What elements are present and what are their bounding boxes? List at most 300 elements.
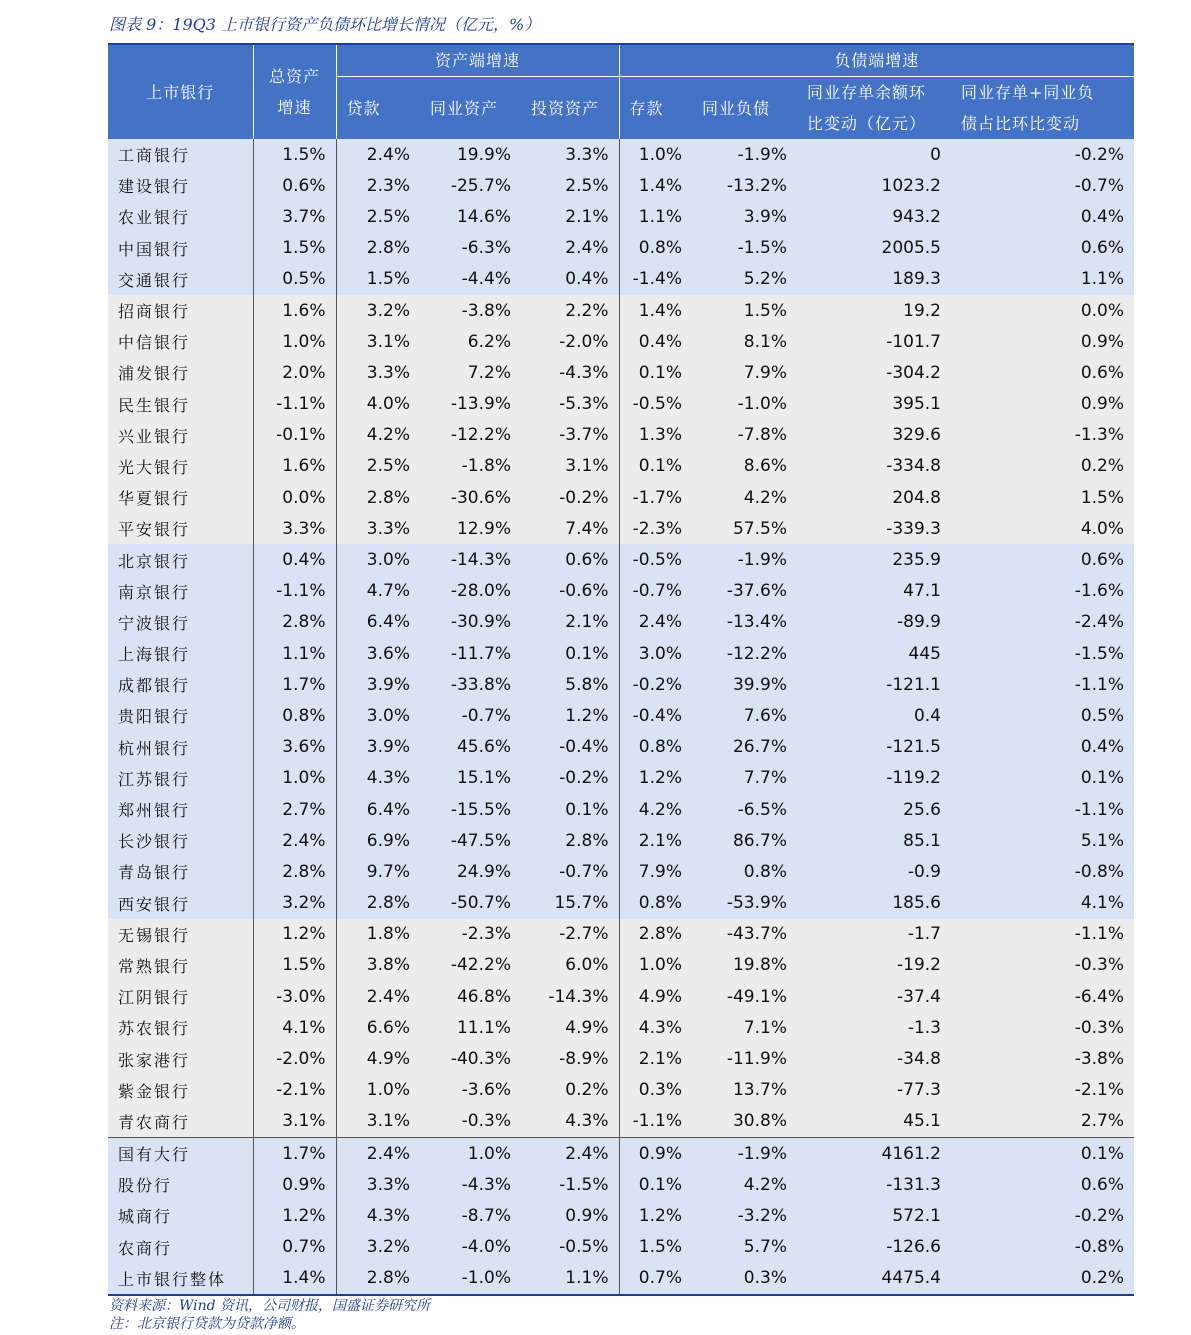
value-cell: 6.6% <box>336 1012 420 1043</box>
value-cell: 2.4% <box>521 1138 619 1170</box>
value-cell: 1.2% <box>253 1200 336 1231</box>
value-cell: 0.8% <box>619 233 692 264</box>
value-cell: 7.6% <box>692 700 797 731</box>
value-cell: 0.1% <box>521 638 619 669</box>
value-cell: -13.9% <box>420 389 521 420</box>
table-row <box>108 1012 1134 1043</box>
bank-name-cell: 交通银行 <box>108 264 253 295</box>
value-cell: -77.3 <box>797 1075 951 1106</box>
value-cell: -0.5% <box>619 389 692 420</box>
value-cell: 2.4% <box>521 233 619 264</box>
value-cell: 1.5% <box>619 1232 692 1263</box>
value-cell: -0.5% <box>521 1232 619 1263</box>
value-cell: 9.7% <box>336 856 420 887</box>
value-cell: 3.3% <box>336 357 420 388</box>
value-cell: 2.4% <box>336 981 420 1012</box>
value-cell: 0.9% <box>619 1138 692 1170</box>
value-cell: 1.0% <box>619 950 692 981</box>
value-cell: -13.4% <box>692 607 797 638</box>
figure-title: 图表 9：19Q3 上市银行资产负债环比增长情况（亿元，%） <box>109 15 541 34</box>
value-cell: -1.7% <box>619 482 692 513</box>
value-cell: 2.8% <box>336 888 420 919</box>
bank-name-cell: 招商银行 <box>108 295 253 326</box>
table-row <box>108 326 1134 357</box>
table-row <box>108 295 1134 326</box>
table-row <box>108 669 1134 700</box>
header-share <box>951 77 1134 140</box>
value-cell: 12.9% <box>420 513 521 544</box>
value-cell: 0.8% <box>253 700 336 731</box>
value-cell: 4.0% <box>951 513 1134 544</box>
table-row <box>108 888 1134 919</box>
value-cell: 4.0% <box>336 389 420 420</box>
table-row <box>108 732 1134 763</box>
value-cell: 19.9% <box>420 139 521 170</box>
value-cell: 1.1% <box>951 264 1134 295</box>
value-cell: 4.3% <box>619 1012 692 1043</box>
value-cell: -13.2% <box>692 170 797 201</box>
value-cell: -4.0% <box>420 1232 521 1263</box>
value-cell: 4.2% <box>692 1169 797 1200</box>
table-row <box>108 201 1134 232</box>
value-cell: -47.5% <box>420 825 521 856</box>
value-cell: -7.8% <box>692 420 797 451</box>
value-cell: -121.1 <box>797 669 951 700</box>
value-cell: 3.2% <box>336 295 420 326</box>
value-cell: 4475.4 <box>797 1263 951 1294</box>
value-cell: 2.4% <box>619 607 692 638</box>
table-row <box>108 389 1134 420</box>
value-cell: 5.1% <box>951 825 1134 856</box>
value-cell: -0.5% <box>619 544 692 575</box>
value-cell: 1.3% <box>619 420 692 451</box>
value-cell: 4.2% <box>336 420 420 451</box>
bank-name-cell: 杭州银行 <box>108 732 253 763</box>
value-cell: 46.8% <box>420 981 521 1012</box>
bank-name-cell: 江苏银行 <box>108 763 253 794</box>
value-cell: 5.2% <box>692 264 797 295</box>
value-cell: -1.0% <box>692 389 797 420</box>
value-cell: 329.6 <box>797 420 951 451</box>
header-liability-group: 负债端增速 <box>619 45 1134 77</box>
value-cell: 235.9 <box>797 544 951 575</box>
value-cell: -25.7% <box>420 170 521 201</box>
value-cell: -53.9% <box>692 888 797 919</box>
value-cell: -0.2% <box>951 1200 1134 1231</box>
value-cell: 0.9% <box>951 389 1134 420</box>
value-cell: 7.1% <box>692 1012 797 1043</box>
value-cell: 2.2% <box>521 295 619 326</box>
header-ncd-line2: 比变动（亿元） <box>807 114 927 133</box>
value-cell: 0.6% <box>951 544 1134 575</box>
value-cell: 1.5% <box>692 295 797 326</box>
value-cell: 2.5% <box>336 201 420 232</box>
value-cell: 1.2% <box>619 763 692 794</box>
value-cell: 1.2% <box>619 1200 692 1231</box>
value-cell: -3.0% <box>253 981 336 1012</box>
table-row <box>108 544 1134 575</box>
value-cell: 0.7% <box>253 1232 336 1263</box>
value-cell: 6.4% <box>336 607 420 638</box>
table-row <box>108 451 1134 482</box>
value-cell: 4.3% <box>336 763 420 794</box>
bank-name-cell: 工商银行 <box>108 139 253 170</box>
bank-name-cell: 兴业银行 <box>108 420 253 451</box>
value-cell: 0.4% <box>951 201 1134 232</box>
header-loans: 贷款 <box>336 77 420 140</box>
value-cell: 0.2% <box>521 1075 619 1106</box>
value-cell: 943.2 <box>797 201 951 232</box>
bank-name-cell: 北京银行 <box>108 544 253 575</box>
value-cell: 0.2% <box>951 451 1134 482</box>
value-cell: -0.7% <box>951 170 1134 201</box>
value-cell: 13.7% <box>692 1075 797 1106</box>
value-cell: 2.7% <box>951 1106 1134 1138</box>
value-cell: -1.1% <box>253 576 336 607</box>
value-cell: 4.3% <box>521 1106 619 1138</box>
bank-name-cell: 光大银行 <box>108 451 253 482</box>
table-row <box>108 139 1134 170</box>
value-cell: -15.5% <box>420 794 521 825</box>
value-cell: -30.6% <box>420 482 521 513</box>
value-cell: 6.4% <box>336 794 420 825</box>
value-cell: 0.9% <box>521 1200 619 1231</box>
bank-name-cell: 南京银行 <box>108 576 253 607</box>
value-cell: 1.1% <box>521 1263 619 1294</box>
value-cell: 0.4 <box>797 700 951 731</box>
value-cell: 6.0% <box>521 950 619 981</box>
value-cell: -0.6% <box>521 576 619 607</box>
table-row <box>108 794 1134 825</box>
value-cell: -1.9% <box>692 139 797 170</box>
value-cell: 85.1 <box>797 825 951 856</box>
value-cell: 47.1 <box>797 576 951 607</box>
table-row <box>108 1263 1134 1294</box>
value-cell: -89.9 <box>797 607 951 638</box>
value-cell: 1.0% <box>336 1075 420 1106</box>
table-row <box>108 763 1134 794</box>
value-cell: -3.2% <box>692 1200 797 1231</box>
value-cell: 8.1% <box>692 326 797 357</box>
value-cell: 0.5% <box>253 264 336 295</box>
value-cell: 189.3 <box>797 264 951 295</box>
value-cell: 3.3% <box>336 513 420 544</box>
value-cell: -1.1% <box>951 919 1134 950</box>
value-cell: -12.2% <box>692 638 797 669</box>
value-cell: -119.2 <box>797 763 951 794</box>
value-cell: 0.8% <box>692 856 797 887</box>
value-cell: -0.2% <box>521 482 619 513</box>
value-cell: -0.7% <box>619 576 692 607</box>
value-cell: 1.7% <box>253 669 336 700</box>
value-cell: 2.8% <box>619 919 692 950</box>
table-body <box>108 139 1134 1294</box>
table-row <box>108 825 1134 856</box>
value-cell: 572.1 <box>797 1200 951 1231</box>
header-total-assets-line1: 总资产 <box>268 67 320 86</box>
value-cell: 0.0% <box>253 482 336 513</box>
header-share-line2: 债占比环比变动 <box>961 114 1081 133</box>
value-cell: -49.1% <box>692 981 797 1012</box>
value-cell: 2.8% <box>521 825 619 856</box>
value-cell: -1.3% <box>951 420 1134 451</box>
value-cell: -0.8% <box>951 856 1134 887</box>
value-cell: 1.5% <box>253 950 336 981</box>
bank-name-cell: 股份行 <box>108 1169 253 1200</box>
value-cell: -1.7 <box>797 919 951 950</box>
value-cell: 0.8% <box>619 888 692 919</box>
value-cell: -131.3 <box>797 1169 951 1200</box>
value-cell: -0.8% <box>951 1232 1134 1263</box>
value-cell: -28.0% <box>420 576 521 607</box>
value-cell: 0.1% <box>951 1138 1134 1170</box>
value-cell: -33.8% <box>420 669 521 700</box>
value-cell: -14.3% <box>521 981 619 1012</box>
value-cell: 1.0% <box>420 1138 521 1170</box>
value-cell: -3.6% <box>420 1075 521 1106</box>
value-cell: -0.3% <box>951 950 1134 981</box>
value-cell: 2.8% <box>253 607 336 638</box>
value-cell: -0.2% <box>521 763 619 794</box>
value-cell: 25.6 <box>797 794 951 825</box>
bank-name-cell: 常熟银行 <box>108 950 253 981</box>
value-cell: -126.6 <box>797 1232 951 1263</box>
value-cell: 26.7% <box>692 732 797 763</box>
value-cell: 2.8% <box>336 233 420 264</box>
value-cell: 11.1% <box>420 1012 521 1043</box>
value-cell: 0.1% <box>619 451 692 482</box>
value-cell: 4.9% <box>336 1043 420 1074</box>
value-cell: -2.1% <box>951 1075 1134 1106</box>
source-line: 资料来源：Wind 资讯，公司财报，国盛证券研究所 <box>109 1298 431 1314</box>
value-cell: 2.1% <box>521 607 619 638</box>
value-cell: -0.7% <box>420 700 521 731</box>
value-cell: 3.2% <box>253 888 336 919</box>
value-cell: 15.7% <box>521 888 619 919</box>
value-cell: 2.5% <box>521 170 619 201</box>
value-cell: 7.9% <box>692 357 797 388</box>
value-cell: -0.4% <box>521 732 619 763</box>
table-row <box>108 607 1134 638</box>
value-cell: 395.1 <box>797 389 951 420</box>
value-cell: 2005.5 <box>797 233 951 264</box>
value-cell: 0.3% <box>619 1075 692 1106</box>
value-cell: 0.9% <box>951 326 1134 357</box>
value-cell: -2.3% <box>420 919 521 950</box>
value-cell: 4.3% <box>336 1200 420 1231</box>
value-cell: 8.6% <box>692 451 797 482</box>
header-total-assets-line2: 增速 <box>277 98 312 117</box>
value-cell: -334.8 <box>797 451 951 482</box>
table-row <box>108 700 1134 731</box>
bank-name-cell: 浦发银行 <box>108 357 253 388</box>
value-cell: 3.1% <box>336 326 420 357</box>
bank-name-cell: 平安银行 <box>108 513 253 544</box>
value-cell: -4.3% <box>420 1169 521 1200</box>
value-cell: -30.9% <box>420 607 521 638</box>
value-cell: 3.0% <box>619 638 692 669</box>
value-cell: 2.0% <box>253 357 336 388</box>
value-cell: 1.0% <box>619 139 692 170</box>
bank-name-cell: 青农商行 <box>108 1106 253 1138</box>
table-row <box>108 170 1134 201</box>
value-cell: -42.2% <box>420 950 521 981</box>
value-cell: 0.6% <box>253 170 336 201</box>
source-notes <box>109 1297 430 1333</box>
value-cell: -34.8 <box>797 1043 951 1074</box>
value-cell: -339.3 <box>797 513 951 544</box>
value-cell: 0 <box>797 139 951 170</box>
value-cell: -1.1% <box>619 1106 692 1138</box>
value-cell: -1.9% <box>692 1138 797 1170</box>
value-cell: 0.1% <box>521 794 619 825</box>
value-cell: -0.2% <box>619 669 692 700</box>
table-row <box>108 638 1134 669</box>
value-cell: 3.0% <box>336 700 420 731</box>
bank-name-cell: 上市银行整体 <box>108 1263 253 1294</box>
value-cell: 1.4% <box>619 295 692 326</box>
value-cell: 3.0% <box>336 544 420 575</box>
value-cell: 1.0% <box>253 326 336 357</box>
bank-name-cell: 农商行 <box>108 1232 253 1263</box>
value-cell: -2.3% <box>619 513 692 544</box>
value-cell: 3.6% <box>336 638 420 669</box>
value-cell: 0.4% <box>521 264 619 295</box>
value-cell: 4.9% <box>619 981 692 1012</box>
value-cell: -0.9 <box>797 856 951 887</box>
table-row <box>108 482 1134 513</box>
value-cell: 0.1% <box>951 763 1134 794</box>
value-cell: 6.2% <box>420 326 521 357</box>
table-row <box>108 856 1134 887</box>
value-cell: 4.7% <box>336 576 420 607</box>
value-cell: 2.8% <box>336 482 420 513</box>
value-cell: -37.6% <box>692 576 797 607</box>
value-cell: 45.1 <box>797 1106 951 1138</box>
bank-name-cell: 郑州银行 <box>108 794 253 825</box>
value-cell: 3.9% <box>336 669 420 700</box>
header-interbank-liab: 同业负债 <box>692 77 797 140</box>
value-cell: -2.0% <box>253 1043 336 1074</box>
value-cell: 4.2% <box>619 794 692 825</box>
value-cell: -1.6% <box>951 576 1134 607</box>
value-cell: 0.2% <box>951 1263 1134 1294</box>
value-cell: 1.5% <box>253 139 336 170</box>
value-cell: -4.4% <box>420 264 521 295</box>
value-cell: -40.3% <box>420 1043 521 1074</box>
bank-name-cell: 紫金银行 <box>108 1075 253 1106</box>
value-cell: -3.8% <box>420 295 521 326</box>
value-cell: -14.3% <box>420 544 521 575</box>
value-cell: 2.1% <box>521 201 619 232</box>
table-row <box>108 357 1134 388</box>
value-cell: -1.8% <box>420 451 521 482</box>
header-deposits: 存款 <box>619 77 692 140</box>
header-ncd <box>797 77 951 140</box>
value-cell: 1.2% <box>521 700 619 731</box>
value-cell: 1.8% <box>336 919 420 950</box>
header-interbank-assets: 同业资产 <box>420 77 521 140</box>
table-row <box>108 576 1134 607</box>
value-cell: 2.4% <box>253 825 336 856</box>
value-cell: 0.5% <box>951 700 1134 731</box>
bank-name-cell: 中信银行 <box>108 326 253 357</box>
value-cell: 0.0% <box>951 295 1134 326</box>
bank-name-cell: 宁波银行 <box>108 607 253 638</box>
value-cell: -50.7% <box>420 888 521 919</box>
value-cell: -0.4% <box>619 700 692 731</box>
value-cell: 0.4% <box>253 544 336 575</box>
header-investment-assets: 投资资产 <box>521 77 619 140</box>
value-cell: 3.1% <box>253 1106 336 1138</box>
value-cell: 45.6% <box>420 732 521 763</box>
value-cell: -3.7% <box>521 420 619 451</box>
value-cell: -5.3% <box>521 389 619 420</box>
value-cell: 1.1% <box>619 201 692 232</box>
value-cell: -12.2% <box>420 420 521 451</box>
value-cell: 2.5% <box>336 451 420 482</box>
bank-name-cell: 成都银行 <box>108 669 253 700</box>
value-cell: -4.3% <box>521 357 619 388</box>
value-cell: -37.4 <box>797 981 951 1012</box>
value-cell: 4.1% <box>951 888 1134 919</box>
value-cell: -8.9% <box>521 1043 619 1074</box>
bank-name-cell: 上海银行 <box>108 638 253 669</box>
table-row <box>108 1075 1134 1106</box>
value-cell: 2.7% <box>253 794 336 825</box>
value-cell: -1.3 <box>797 1012 951 1043</box>
value-cell: -1.5% <box>692 233 797 264</box>
bank-name-cell: 无锡银行 <box>108 919 253 950</box>
note-line: 注：北京银行贷款为贷款净额。 <box>109 1316 305 1332</box>
value-cell: 7.4% <box>521 513 619 544</box>
bank-name-cell: 江阴银行 <box>108 981 253 1012</box>
bank-name-cell: 城商行 <box>108 1200 253 1231</box>
value-cell: 2.1% <box>619 825 692 856</box>
bank-name-cell: 贵阳银行 <box>108 700 253 731</box>
value-cell: 1.7% <box>253 1138 336 1170</box>
value-cell: -0.3% <box>951 1012 1134 1043</box>
value-cell: 2.8% <box>253 856 336 887</box>
table-row <box>108 264 1134 295</box>
bank-name-cell: 张家港行 <box>108 1043 253 1074</box>
value-cell: 7.2% <box>420 357 521 388</box>
value-cell: -3.8% <box>951 1043 1134 1074</box>
value-cell: -8.7% <box>420 1200 521 1231</box>
table-row <box>108 919 1134 950</box>
header-total-assets <box>253 45 336 139</box>
value-cell: 3.9% <box>692 201 797 232</box>
value-cell: 2.4% <box>336 1138 420 1170</box>
value-cell: 6.9% <box>336 825 420 856</box>
value-cell: 2.4% <box>336 139 420 170</box>
value-cell: -1.5% <box>951 638 1134 669</box>
value-cell: 4161.2 <box>797 1138 951 1170</box>
value-cell: 4.2% <box>692 482 797 513</box>
value-cell: 0.6% <box>951 233 1134 264</box>
value-cell: 0.4% <box>619 326 692 357</box>
value-cell: 2.1% <box>619 1043 692 1074</box>
value-cell: -2.7% <box>521 919 619 950</box>
table-row <box>108 420 1134 451</box>
table-row <box>108 513 1134 544</box>
header-ncd-line1: 同业存单余额环 <box>807 83 927 102</box>
value-cell: 1.1% <box>253 638 336 669</box>
value-cell: 3.8% <box>336 950 420 981</box>
value-cell: 1.6% <box>253 451 336 482</box>
table-row <box>108 1106 1134 1138</box>
value-cell: 3.1% <box>336 1106 420 1138</box>
